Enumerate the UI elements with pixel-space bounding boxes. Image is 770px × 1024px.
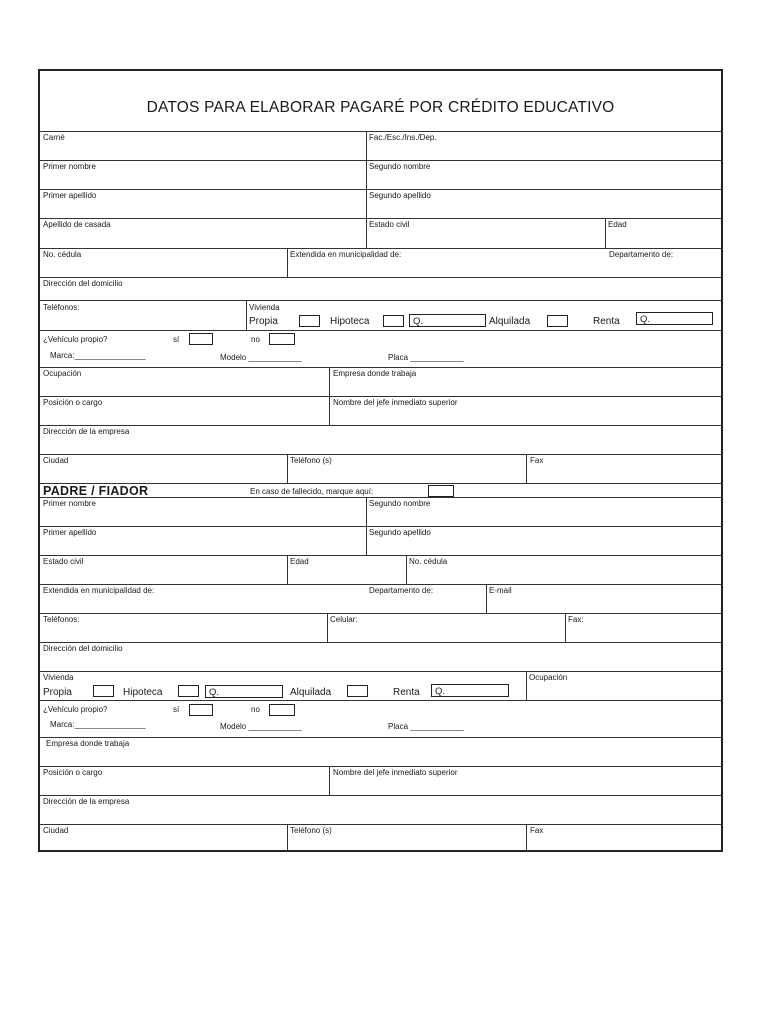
col-divider xyxy=(287,555,288,584)
col-divider xyxy=(366,131,367,248)
label-no: no xyxy=(251,705,260,714)
col-divider xyxy=(246,300,247,330)
label-posicion: Posición o cargo xyxy=(43,768,103,777)
label-modelo: Modelo ____________ xyxy=(220,353,302,362)
label-edad: Edad xyxy=(290,557,309,566)
label-jefe: Nombre del jefe inmediato superior xyxy=(333,768,458,777)
row-divider xyxy=(40,454,721,455)
col-divider xyxy=(565,613,566,642)
label-segundo-apellido: Segundo apellido xyxy=(369,191,431,200)
label-si: sí xyxy=(173,335,180,344)
label-fallecido: En caso de fallecido, marque aquí: xyxy=(250,487,374,496)
label-empresa: Empresa donde trabaja xyxy=(333,369,417,378)
label-alquilada: Alquilada xyxy=(489,316,531,327)
label-facultad: Fac./Esc./Ins./Dep. xyxy=(369,133,437,142)
row-divider xyxy=(40,824,721,825)
label-empresa: Empresa donde trabaja xyxy=(46,739,130,748)
checkbox-alquilada[interactable] xyxy=(547,315,568,327)
checkbox-fallecido[interactable] xyxy=(428,485,454,497)
row-divider xyxy=(40,526,721,527)
label-primer-apellido: Primer apellido xyxy=(43,528,97,537)
label-primer-apellido: Primer apellido xyxy=(43,191,97,200)
label-departamento: Departamento de: xyxy=(609,250,674,259)
row-divider xyxy=(40,218,721,219)
col-divider xyxy=(406,555,407,584)
hipoteca-amount-field[interactable]: Q. xyxy=(205,685,283,698)
label-ciudad: Ciudad xyxy=(43,456,69,465)
label-estado-civil: Estado civil xyxy=(369,220,410,229)
label-direccion: Dirección del domicilio xyxy=(43,279,123,288)
label-hipoteca: Hipoteca xyxy=(123,687,163,698)
label-si: sí xyxy=(173,705,180,714)
col-divider xyxy=(329,367,330,425)
label-telefono-s: Teléfono (s) xyxy=(290,826,332,835)
label-modelo: Modelo ____________ xyxy=(220,722,302,731)
label-marca: Marca:________________ xyxy=(50,720,146,729)
checkbox-propia[interactable] xyxy=(299,315,320,327)
row-divider xyxy=(40,584,721,585)
checkbox-propia[interactable] xyxy=(93,685,114,697)
renta-amount-field[interactable]: Q. xyxy=(431,684,509,697)
checkbox-vehiculo-no[interactable] xyxy=(269,333,295,345)
checkbox-vehiculo-si[interactable] xyxy=(189,704,213,716)
label-propia: Propia xyxy=(43,687,72,698)
label-dir-empresa: Dirección de la empresa xyxy=(43,427,130,436)
col-divider xyxy=(526,824,527,852)
row-divider xyxy=(40,671,721,672)
label-ciudad: Ciudad xyxy=(43,826,69,835)
row-divider xyxy=(40,795,721,796)
row-divider xyxy=(40,425,721,426)
row-divider xyxy=(40,277,721,278)
label-posicion: Posición o cargo xyxy=(43,398,103,407)
label-vehiculo: ¿Vehículo propio? xyxy=(43,705,108,714)
row-divider xyxy=(40,396,721,397)
label-direccion: Dirección del domicilio xyxy=(43,644,123,653)
label-segundo-nombre: Segundo nombre xyxy=(369,162,431,171)
row-divider xyxy=(40,737,721,738)
label-fax: Fax: xyxy=(568,615,584,624)
label-apellido-casada: Apellido de casada xyxy=(43,220,111,229)
label-departamento: Departamento de: xyxy=(369,586,434,595)
label-hipoteca: Hipoteca xyxy=(330,316,370,327)
label-telefono-s: Teléfono (s) xyxy=(290,456,332,465)
row-divider xyxy=(40,642,721,643)
section-heading-padre: PADRE / FIADOR xyxy=(43,484,149,498)
col-divider xyxy=(366,497,367,555)
checkbox-alquilada[interactable] xyxy=(347,685,368,697)
row-divider xyxy=(40,367,721,368)
label-placa: Placa ____________ xyxy=(388,353,464,362)
label-renta: Renta xyxy=(393,687,420,698)
label-no: no xyxy=(251,335,260,344)
label-ocupacion: Ocupación xyxy=(43,369,82,378)
label-email: E-mail xyxy=(489,586,512,595)
checkbox-hipoteca[interactable] xyxy=(178,685,199,697)
label-telefonos: Teléfonos: xyxy=(43,615,80,624)
label-propia: Propia xyxy=(249,316,278,327)
row-divider xyxy=(40,555,721,556)
checkbox-vehiculo-no[interactable] xyxy=(269,704,295,716)
row-divider xyxy=(40,700,721,701)
col-divider xyxy=(526,671,527,700)
label-segundo-apellido: Segundo apellido xyxy=(369,528,431,537)
label-estado-civil: Estado civil xyxy=(43,557,84,566)
label-fax: Fax xyxy=(530,456,544,465)
label-vehiculo: ¿Vehículo propio? xyxy=(43,335,108,344)
row-divider xyxy=(40,160,721,161)
col-divider xyxy=(287,454,288,483)
row-divider xyxy=(40,131,721,132)
credit-form xyxy=(38,69,723,852)
label-primer-nombre: Primer nombre xyxy=(43,162,96,171)
col-divider xyxy=(526,454,527,483)
checkbox-vehiculo-si[interactable] xyxy=(189,333,213,345)
row-divider xyxy=(40,248,721,249)
label-vivienda: Vivienda xyxy=(43,673,74,682)
label-extendida: Extendida en municipalidad de: xyxy=(43,586,155,595)
row-divider xyxy=(40,613,721,614)
label-celular: Celular: xyxy=(330,615,358,624)
renta-amount-field[interactable]: Q. xyxy=(636,312,713,325)
col-divider xyxy=(287,824,288,852)
col-divider xyxy=(605,218,606,248)
checkbox-hipoteca[interactable] xyxy=(383,315,404,327)
label-primer-nombre: Primer nombre xyxy=(43,499,96,508)
label-vivienda: Vivienda xyxy=(249,303,280,312)
label-dir-empresa: Dirección de la empresa xyxy=(43,797,130,806)
label-cedula: No. cédula xyxy=(43,250,82,259)
label-edad: Edad xyxy=(608,220,627,229)
label-marca: Marca:________________ xyxy=(50,351,146,360)
label-ocupacion: Ocupación xyxy=(529,673,568,682)
col-divider xyxy=(327,613,328,642)
label-fax: Fax xyxy=(530,826,544,835)
label-extendida: Extendida en municipalidad de: xyxy=(290,250,402,259)
hipoteca-amount-field[interactable]: Q. xyxy=(409,314,486,327)
label-telefonos: Teléfonos: xyxy=(43,303,80,312)
row-divider xyxy=(40,330,721,331)
label-jefe: Nombre del jefe inmediato superior xyxy=(333,398,458,407)
col-divider xyxy=(486,584,487,613)
label-segundo-nombre: Segundo nombre xyxy=(369,499,431,508)
row-divider xyxy=(40,189,721,190)
row-divider xyxy=(40,766,721,767)
label-placa: Placa ____________ xyxy=(388,722,464,731)
label-renta: Renta xyxy=(593,316,620,327)
label-carne: Carné xyxy=(43,133,65,142)
col-divider xyxy=(329,766,330,795)
label-alquilada: Alquilada xyxy=(290,687,332,698)
form-title: DATOS PARA ELABORAR PAGARÉ POR CRÉDITO EDUCATIVO xyxy=(146,99,615,116)
col-divider xyxy=(287,248,288,277)
label-cedula: No. cédula xyxy=(409,557,448,566)
row-divider xyxy=(40,300,721,301)
